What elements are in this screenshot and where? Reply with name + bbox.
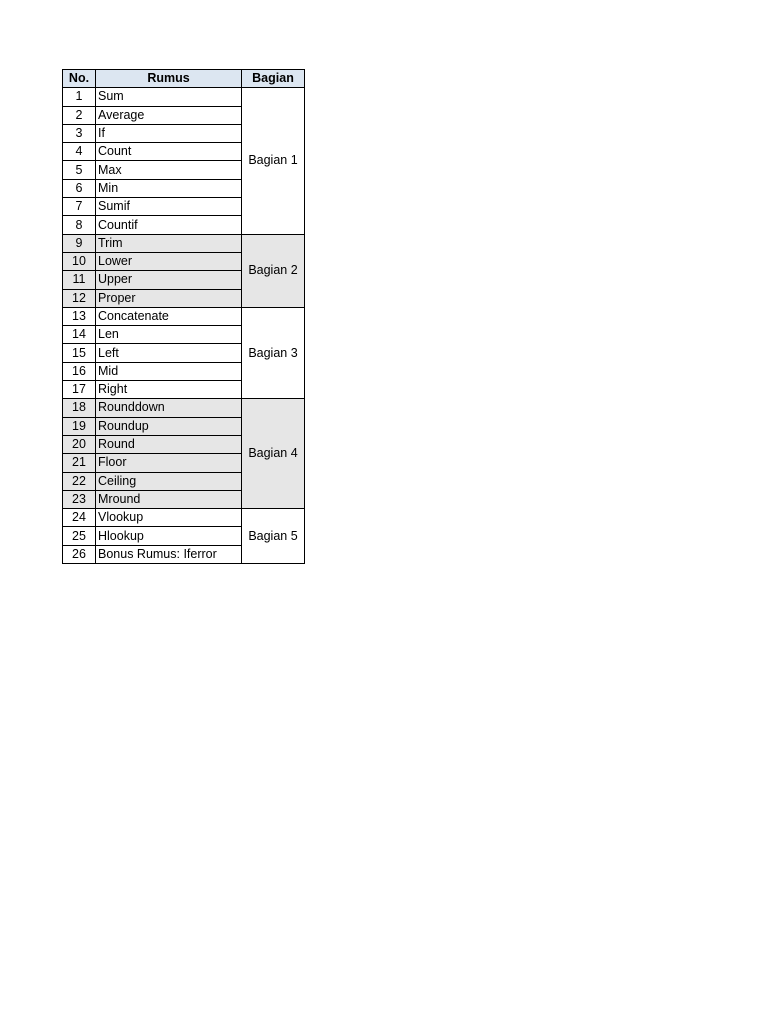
formula-name: Sum xyxy=(96,88,242,106)
row-number: 23 xyxy=(63,490,96,508)
formula-table xyxy=(62,69,305,564)
table-row xyxy=(63,399,305,417)
section-label: Bagian 4 xyxy=(242,399,305,509)
row-number: 8 xyxy=(63,216,96,234)
row-number: 22 xyxy=(63,472,96,490)
row-number: 20 xyxy=(63,435,96,453)
section-label: Bagian 3 xyxy=(242,307,305,398)
formula-name: Concatenate xyxy=(96,307,242,325)
formula-name: Roundup xyxy=(96,417,242,435)
formula-name: Countif xyxy=(96,216,242,234)
section-label: Bagian 2 xyxy=(242,234,305,307)
formula-name: Ceiling xyxy=(96,472,242,490)
row-number: 7 xyxy=(63,198,96,216)
row-number: 16 xyxy=(63,362,96,380)
formula-name: Round xyxy=(96,435,242,453)
formula-name: Hlookup xyxy=(96,527,242,545)
row-number: 9 xyxy=(63,234,96,252)
row-number: 12 xyxy=(63,289,96,307)
formula-name: Right xyxy=(96,381,242,399)
formula-name: Lower xyxy=(96,252,242,270)
row-number: 26 xyxy=(63,545,96,563)
row-number: 1 xyxy=(63,88,96,106)
formula-name: Count xyxy=(96,143,242,161)
table-row xyxy=(63,307,305,325)
row-number: 2 xyxy=(63,106,96,124)
row-number: 5 xyxy=(63,161,96,179)
table-row xyxy=(63,509,305,527)
row-number: 25 xyxy=(63,527,96,545)
formula-name: Len xyxy=(96,326,242,344)
formula-name: Mround xyxy=(96,490,242,508)
formula-name: Max xyxy=(96,161,242,179)
row-number: 18 xyxy=(63,399,96,417)
formula-name: Bonus Rumus: Iferror xyxy=(96,545,242,563)
formula-name: Rounddown xyxy=(96,399,242,417)
formula-name: Proper xyxy=(96,289,242,307)
formula-name: If xyxy=(96,124,242,142)
row-number: 17 xyxy=(63,381,96,399)
formula-name: Average xyxy=(96,106,242,124)
row-number: 13 xyxy=(63,307,96,325)
header-bagian: Bagian xyxy=(242,70,305,88)
formula-name: Min xyxy=(96,179,242,197)
header-rumus: Rumus xyxy=(96,70,242,88)
section-label: Bagian 1 xyxy=(242,88,305,234)
header-row xyxy=(63,70,305,88)
formula-name: Sumif xyxy=(96,198,242,216)
header-no: No. xyxy=(63,70,96,88)
section-label: Bagian 5 xyxy=(242,509,305,564)
formula-name: Mid xyxy=(96,362,242,380)
row-number: 21 xyxy=(63,454,96,472)
formula-name: Upper xyxy=(96,271,242,289)
row-number: 3 xyxy=(63,124,96,142)
row-number: 6 xyxy=(63,179,96,197)
row-number: 11 xyxy=(63,271,96,289)
row-number: 19 xyxy=(63,417,96,435)
table-body xyxy=(63,88,305,564)
formula-name: Trim xyxy=(96,234,242,252)
row-number: 4 xyxy=(63,143,96,161)
formula-name: Vlookup xyxy=(96,509,242,527)
table-row xyxy=(63,234,305,252)
formula-name: Floor xyxy=(96,454,242,472)
row-number: 10 xyxy=(63,252,96,270)
row-number: 24 xyxy=(63,509,96,527)
table-row xyxy=(63,88,305,106)
row-number: 14 xyxy=(63,326,96,344)
row-number: 15 xyxy=(63,344,96,362)
formula-name: Left xyxy=(96,344,242,362)
